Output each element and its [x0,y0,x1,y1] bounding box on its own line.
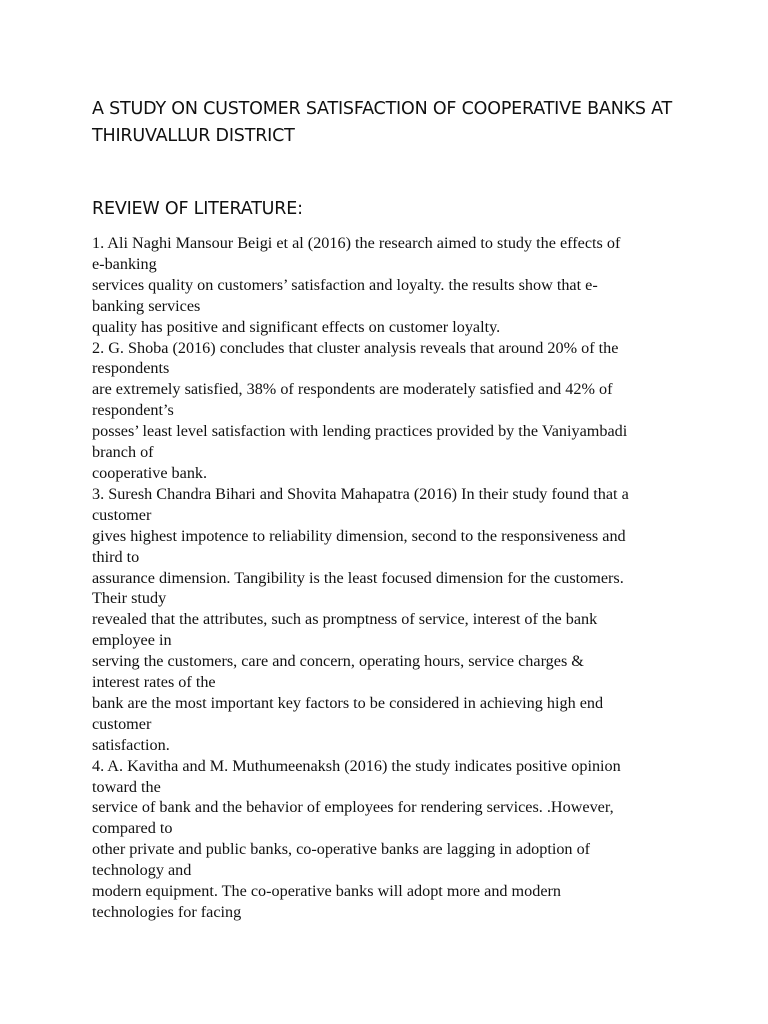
body-text-line: 4. A. Kavitha and M. Muthumeenaksh (2016) the study indicates positive opinion [92,756,621,775]
body-text-line: employee in [92,631,172,650]
body-text-line: revealed that the attributes, such as promptness of service, interest of the bank [92,610,598,629]
body-text-line: branch of [92,443,154,462]
body-text-line: 2. G. Shoba (2016) concludes that cluster analysis reveals that around 20% of the [92,338,619,357]
body-text-line: Their study [92,589,167,608]
body-text-line: technologies for facing [92,903,242,921]
body-text-line: banking services [92,296,201,315]
body-text-line: interest rates of the [92,673,216,692]
body-text-line: toward the [92,777,161,796]
body-text-line: quality has positive and significant effects on customer loyalty. [92,317,501,336]
body-text-line: assurance dimension. Tangibility is the least focused dimension for the customers. [92,568,624,587]
body-text-line: other private and public banks, co-operative banks are lagging in adoption of [92,840,591,859]
body-text-line: serving the customers, care and concern, operating hours, service charges & [92,652,584,671]
body-text-line: compared to [92,819,173,838]
body-text-line: respondents [92,359,170,378]
body-text-line: 1. Ali Naghi Mansour Beigi et al (2016) the research aimed to study the effects of [92,234,621,252]
body-text-line: respondent’s [92,401,174,420]
body-text-line: customer [92,714,152,733]
body-text-line: satisfaction. [92,735,170,754]
section-heading: REVIEW OF LITERATURE: [92,199,303,219]
body-text-line: services quality on customers’ satisfaction and loyalty. the results show that e- [92,275,598,294]
body-text-line: technology and [92,861,192,880]
body-text-line: e-banking [92,254,157,273]
body-text-line: cooperative bank. [92,463,208,482]
body-text-line: modern equipment. The co-operative banks will adopt more and modern [92,882,562,901]
body-text-line: posses’ least level satisfaction with lending practices provided by the Vaniyambadi [92,422,628,441]
literature-review-body [92,233,672,923]
body-text-line: customer [92,505,152,524]
body-text-line: are extremely satisfied, 38% of respondents are moderately satisfied and 42% of [92,380,613,399]
body-text-line: third to [92,547,140,566]
document-title: A STUDY ON CUSTOMER SATISFACTION OF COOPERATIVE BANKS AT THIRUVALLUR DISTRICT [92,99,673,146]
body-text-line: gives highest impotence to reliability dimension, second to the responsiveness and [92,526,626,545]
body-text-line: 3. Suresh Chandra Bihari and Shovita Mahapatra (2016) In their study found that a [92,484,629,503]
body-text-line: service of bank and the behavior of employees for rendering services. .However, [92,798,614,817]
body-text-line: bank are the most important key factors to be considered in achieving high end [92,693,604,712]
